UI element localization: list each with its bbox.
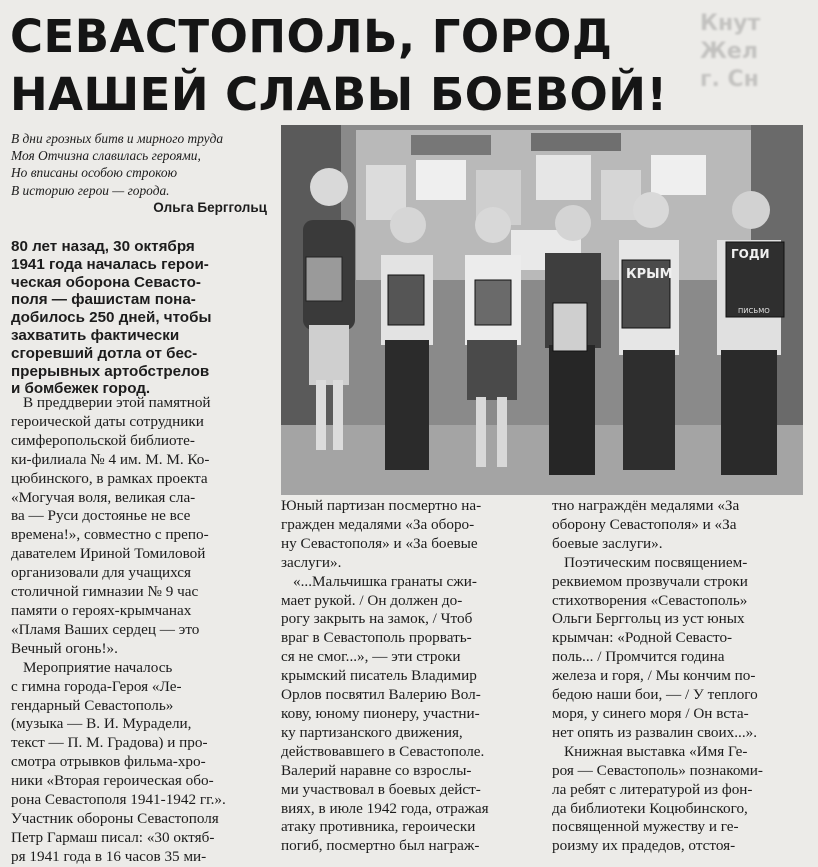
body-column-1 [11, 394, 269, 867]
paragraph: В преддверии этой памятной героической даты сотрудники симферопольской библиоте- ки-филиала № 4 им. М. М. Ко- цюбинского, в рамках проекта «Могучая воля, великая сла- ва — Руси достояньe не все времена!», совместно с препо- давателем Ириной Томиловой организовали для учащихся столичной гимназии № 9 час памяти о героях-крымчанах «Пламя Ваших сердец — это Вечный огонь!». [11, 394, 211, 657]
paragraph: Юный партизан посмертно на- гражден медалями «За оборо- ну Севастополя» и «За боевые заслуги». [281, 497, 482, 571]
article-photo [281, 125, 803, 495]
photo-children-with-books [281, 125, 803, 495]
headline-line-2: НАШЕЙ СЛАВЫ БОЕВОЙ! [10, 68, 668, 121]
article-headline [10, 8, 810, 124]
headline-line-1: СЕВАСТОПОЛЬ, ГОРОД [10, 10, 613, 63]
paragraph: Поэтическим посвящением- реквиемом прозвучали строки стихотворения «Севастополь» Ольги Берггольц из уст юных крымчан: «Родной Севасто- поль... / Промчится година железа и горя, / Мы кончим по- бедою наши бои, — / У теплого моря, у синего моря / Он вста- нет опять из развалин своих...». [552, 553, 758, 741]
lead-paragraph: 80 лет назад, 30 октября 1941 года началась герои- ческая оборона Севасто- поля — фашистам пона- добилось 250 дней, чтобы захватить фактически сгоревший дотла от бес- прерывных артобстрелов и бомбежек город. [11, 238, 212, 398]
body-column-3 [552, 497, 810, 856]
paragraph: Книжная выставка «Имя Ге- роя — Севастополь» познакоми- ла ребят с литературой из фон- да библиотеки Коцюбинского, посвященной мужеству и ге- роизму их прадедов, отстоя- [552, 742, 763, 855]
epigraph-line: Но вписаны особою строкою [11, 165, 178, 181]
epigraph [11, 130, 267, 216]
epigraph-author: Ольга Берггольц [153, 199, 267, 215]
book-subtitle-text: ПИСЬМО [738, 307, 770, 315]
paragraph: тно награждён медалями «За оборону Севастополя» и «За боевые заслуги». [552, 497, 740, 552]
book-title-text: КРЫМ [626, 267, 673, 282]
body-column-2 [281, 497, 541, 856]
epigraph-line: В дни грозных битв и мирного труда [11, 131, 224, 146]
paragraph: Мероприятие началось с гимна города-Героя «Ле- гендарный Севастополь» (музыка — В. И. Мурадели, текст — П. М. Градова) и про- смотра отрывков фильма-хро- ники «Вторая героическая обо- рона Севастополя 1941-1942 гг.». Участник обороны Севастополя Петр Гармаш писал: «30 октяб- ря 1941 года в 16 часов 35 ми- [11, 658, 226, 865]
paragraph: «...Мальчишка гранаты сжи- мает рукой. / Он должен до- рогу закрыть на замок, / Чтоб враг в Севастополь прорвать- ся не смог...», — эти строки крымский писатель Владимир Орлов посвятил Валерию Вол- кову, юному пионеру, участни- ку партизанского движения, действовавшего в Севастополе. Валерий наравне со взрослы- ми участвовал в боевых дейст- виях, в июле 1942 года, отражая атаку противника, героически погиб, посмертно был награж- [281, 572, 489, 855]
epigraph-line: В историю герои — города. [11, 182, 170, 198]
epigraph-line: Моя Отчизна славилась героями, [11, 148, 201, 164]
adjacent-article-fragment: Кнут Жел г. Сн [700, 11, 761, 92]
book-title-text: ГОДИ [731, 247, 770, 261]
